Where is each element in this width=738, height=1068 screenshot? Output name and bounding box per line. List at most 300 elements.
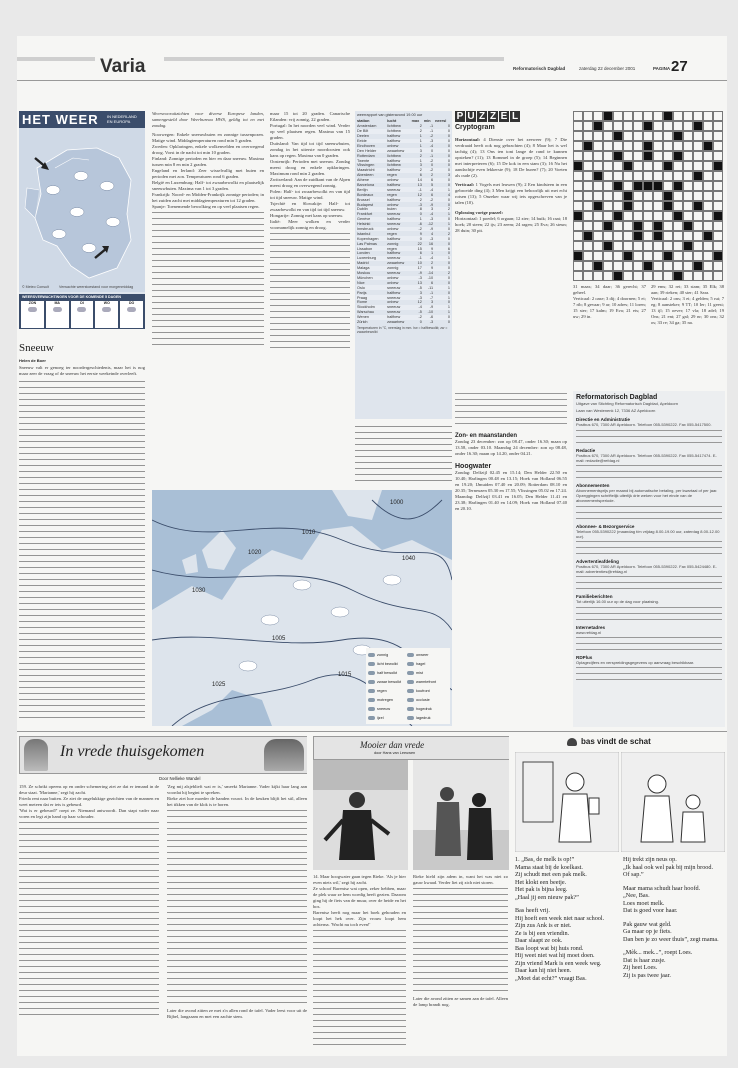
legend-label: motregen [377, 697, 394, 702]
crossword-cell[interactable] [613, 111, 623, 121]
table-cell: 9 [430, 266, 434, 271]
crossword-cell[interactable] [613, 221, 623, 231]
table-cell: -9 [418, 271, 422, 276]
crossword-cell[interactable] [573, 191, 583, 201]
crossword-cell[interactable] [643, 131, 653, 141]
weather-table [356, 119, 451, 324]
crossword-cell[interactable] [613, 241, 623, 251]
crossword-cell[interactable] [603, 231, 613, 241]
crossword-cell[interactable] [683, 181, 693, 191]
crossword-cell[interactable] [593, 131, 603, 141]
table-cell: Stockholm [357, 305, 375, 310]
mooier-title: Mooier dan vrede [360, 740, 425, 750]
crossword-cell[interactable] [673, 191, 683, 201]
crossword-cell[interactable] [683, 111, 693, 121]
crossword-cell[interactable] [643, 231, 653, 241]
crossword-cell[interactable] [693, 131, 703, 141]
legend-row [368, 686, 448, 695]
crossword-cell[interactable] [713, 141, 723, 151]
table-cell: 1 [447, 187, 450, 192]
crossword-cell[interactable] [653, 191, 663, 201]
crossword-cell[interactable] [643, 221, 653, 231]
cat-icon [567, 738, 577, 746]
crossword-cell[interactable] [643, 191, 653, 201]
crossword-cell[interactable] [693, 191, 703, 201]
crossword-cell[interactable] [593, 191, 603, 201]
crossword-cell[interactable] [583, 241, 593, 251]
crossword-cell[interactable] [603, 121, 613, 131]
crossword-cell[interactable] [653, 131, 663, 141]
crossword-cell[interactable] [643, 271, 653, 281]
clue-label: Verticaal: [455, 182, 475, 187]
crossword-cell[interactable] [693, 111, 703, 121]
crossword-cell[interactable] [713, 131, 723, 141]
bas-title: bas vindt de schat [581, 737, 651, 746]
crossword-cell[interactable] [703, 181, 713, 191]
crossword-cell[interactable] [713, 271, 723, 281]
table-cell: Madrid [357, 261, 369, 266]
map-caption: Verwachte weerstoestand voor morgenmiddag [59, 285, 134, 289]
crossword-cell[interactable] [613, 261, 623, 271]
crossword-cell[interactable] [593, 241, 603, 251]
crossword-block [693, 171, 703, 181]
crossword-cell[interactable] [653, 261, 663, 271]
crossword-cell[interactable] [573, 271, 583, 281]
crossword-cell[interactable] [703, 221, 713, 231]
crossword-cell[interactable] [683, 161, 693, 171]
crossword-cell[interactable] [643, 211, 653, 221]
crossword-cell[interactable] [703, 131, 713, 141]
crossword-cell[interactable] [583, 111, 593, 121]
crossword-cell[interactable] [603, 261, 613, 271]
crossword-cell[interactable] [663, 121, 673, 131]
legend-label: half bewolkt [377, 670, 398, 675]
crossword-cell[interactable] [633, 271, 643, 281]
table-cell: 0 [447, 153, 450, 158]
crossword-cell[interactable] [573, 261, 583, 271]
crossword-cell[interactable] [683, 171, 693, 181]
newspaper-page [17, 36, 727, 1056]
crossword-cell[interactable] [693, 241, 703, 251]
crossword-cell[interactable] [713, 171, 723, 181]
crossword-cell[interactable] [623, 241, 633, 251]
crossword-cell[interactable] [613, 231, 623, 241]
crossword-cell[interactable] [583, 261, 593, 271]
crossword-cell[interactable] [683, 211, 693, 221]
crossword-cell[interactable] [583, 151, 593, 161]
table-cell: 17 [417, 266, 422, 271]
crossword-cell[interactable] [643, 241, 653, 251]
crossword-cell[interactable] [673, 141, 683, 151]
table-cell: halfbew [387, 183, 401, 188]
crossword-cell[interactable] [573, 121, 583, 131]
crossword-cell[interactable] [703, 191, 713, 201]
mooier-author: door Hans van Leeuwen [374, 751, 416, 755]
crossword-cell[interactable] [623, 141, 633, 151]
crossword-cell[interactable] [663, 231, 673, 241]
paragraph: Rieke hield zijn adem in, want het was niet zo gauw kwaad. Verder liet zij zich niet storen. [413, 874, 508, 885]
colophon-text: Telefoon 055-5390222 (maandag t/m vrijdag 8.00-19.00 uur, zaterdag 8.00-12.00 uur). [576, 528, 720, 539]
crossword-cell[interactable] [593, 161, 603, 171]
crossword-cell[interactable] [683, 191, 693, 201]
crossword-cell[interactable] [713, 201, 723, 211]
table-cell: zwaarbew [387, 261, 405, 266]
crossword-cell[interactable] [633, 161, 643, 171]
crossword-cell[interactable] [693, 141, 703, 151]
crossword-cell[interactable] [663, 131, 673, 141]
crossword-cell[interactable] [713, 191, 723, 201]
crossword-cell[interactable] [593, 251, 603, 261]
table-cell: onbew [387, 280, 399, 285]
crossword-cell[interactable] [573, 171, 583, 181]
crossword-cell[interactable] [713, 151, 723, 161]
crossword-cell[interactable] [713, 121, 723, 131]
crossword-cell[interactable] [583, 211, 593, 221]
crossword-cell[interactable] [573, 111, 583, 121]
table-cell: Genève [357, 217, 371, 222]
crossword-cell[interactable] [633, 261, 643, 271]
crossword-cell[interactable] [613, 191, 623, 201]
crossword-cell[interactable] [593, 271, 603, 281]
crossword-cell[interactable] [683, 131, 693, 141]
crossword-block [643, 141, 653, 151]
crossword-cell[interactable] [653, 211, 663, 221]
weather-subtitle-2: EN EUROPA [107, 119, 131, 124]
crossword-cell[interactable] [613, 251, 623, 261]
crossword-cell[interactable] [673, 221, 683, 231]
crossword-cell[interactable] [633, 191, 643, 201]
legend-label: hagel [416, 661, 426, 666]
table-cell: 0 [447, 202, 450, 207]
crossword-cell[interactable] [653, 201, 663, 211]
vrede-byline: Door Nellieke Wandel [159, 776, 201, 781]
crossword-cell[interactable] [623, 221, 633, 231]
crossword-cell[interactable] [603, 151, 613, 161]
crossword-cell[interactable] [613, 171, 623, 181]
crossword-cell[interactable] [623, 211, 633, 221]
crossword-cell[interactable] [703, 211, 713, 221]
mooier-col-1 [313, 874, 406, 1052]
table-cell: 0 [447, 148, 450, 153]
crossword-cell[interactable] [693, 231, 703, 241]
crossword-cell[interactable] [623, 121, 633, 131]
crossword-cell[interactable] [633, 141, 643, 151]
crossword-cell[interactable] [593, 141, 603, 151]
crossword-cell[interactable] [613, 161, 623, 171]
crossword-cell[interactable] [573, 151, 583, 161]
crossword-cell[interactable] [703, 251, 713, 261]
table-cell: Londen [357, 251, 370, 256]
crossword-cell[interactable] [683, 141, 693, 151]
table-cell: Lissabon [357, 246, 373, 251]
crossword-cell[interactable] [643, 171, 653, 181]
crossword-cell[interactable] [623, 171, 633, 181]
crossword-cell[interactable] [663, 151, 673, 161]
story-line: Bas loopt wat bij huis rond. [515, 944, 584, 952]
crossword-cell[interactable] [583, 251, 593, 261]
table-cell: Brussel [357, 197, 370, 202]
crossword-cell[interactable] [683, 121, 693, 131]
crossword-cell[interactable] [653, 141, 663, 151]
crossword-cell[interactable] [573, 201, 583, 211]
table-cell: 1 [419, 139, 422, 143]
logo-letter: Z [478, 111, 486, 122]
crossword-cell[interactable] [703, 151, 713, 161]
story-line: Daar slaapt ze ook. [515, 937, 563, 944]
table-cell: 2 [447, 207, 450, 212]
crossword-cell[interactable] [603, 161, 613, 171]
clue-text: 31 maas; 34 daar; 36 gerecht; 37 geheel. [573, 284, 646, 295]
legend-icon [368, 698, 375, 702]
crossword-cell[interactable] [603, 171, 613, 181]
mooier-story [313, 736, 509, 1052]
table-cell: 0 [447, 134, 450, 139]
crossword-cell[interactable] [683, 271, 693, 281]
crossword-cell[interactable] [613, 141, 623, 151]
crossword-cell[interactable] [603, 251, 613, 261]
crossword-cell[interactable] [683, 261, 693, 271]
isobar-label: 1025 [212, 682, 226, 688]
crossword-cell[interactable] [583, 201, 593, 211]
colophon-heading: Abonnee- & Bezorgservice [576, 523, 635, 529]
crossword-cell[interactable] [583, 161, 593, 171]
crossword-cell[interactable] [583, 181, 593, 191]
crossword-cell[interactable] [583, 271, 593, 281]
crossword-cell[interactable] [623, 111, 633, 121]
crossword-cell[interactable] [663, 221, 673, 231]
crossword-cell[interactable] [603, 191, 613, 201]
legend-row [368, 650, 448, 659]
table-cell: halfbew [387, 251, 401, 256]
crossword-cell[interactable] [633, 211, 643, 221]
crossword-cell[interactable] [673, 201, 683, 211]
mooier-illustration-2 [413, 760, 509, 870]
puzzle-title: Cryptogram [455, 124, 495, 131]
crossword-cell[interactable] [623, 261, 633, 271]
table-cell: -6 [418, 222, 422, 227]
legend-icon [407, 662, 414, 666]
crossword-cell[interactable] [653, 111, 663, 121]
crossword-cell[interactable] [603, 211, 613, 221]
story-line: Zijn vriend Mark is een week weg. [515, 959, 602, 967]
crossword-cell[interactable] [713, 221, 723, 231]
table-cell: zonnig [387, 241, 399, 246]
crossword-cell[interactable] [603, 181, 613, 191]
crossword-cell[interactable] [623, 131, 633, 141]
table-cell: 3 [430, 207, 434, 212]
legend-icon [368, 662, 375, 666]
crossword-cell[interactable] [653, 241, 663, 251]
crossword-cell[interactable] [633, 171, 643, 181]
table-cell: 10 [417, 261, 422, 266]
mooier-illustration-1 [313, 760, 408, 870]
crossword-cell[interactable] [693, 251, 703, 261]
crossword-cell[interactable] [713, 111, 723, 121]
paragraph: Spanje: Toenemende bewolking en op veel plaatsen regen. [152, 204, 260, 209]
crossword-cell[interactable] [663, 271, 673, 281]
table-cell: 1 [447, 285, 450, 290]
crossword-cell[interactable] [673, 251, 683, 261]
table-header: lucht [387, 119, 397, 124]
crossword-cell[interactable] [653, 161, 663, 171]
crossword-cell[interactable] [583, 171, 593, 181]
crossword-cell[interactable] [653, 171, 663, 181]
crossword-cell[interactable] [593, 211, 603, 221]
crossword-cell[interactable] [593, 231, 603, 241]
crossword-cell[interactable] [683, 151, 693, 161]
crossword-cell[interactable] [703, 261, 713, 271]
crossword-cell[interactable] [703, 121, 713, 131]
crossword-cell[interactable] [693, 211, 703, 221]
table-cell: 2 [447, 231, 450, 236]
weather-text-col-3 [355, 424, 452, 482]
crossword-cell[interactable] [653, 271, 663, 281]
crossword-cell[interactable] [583, 131, 593, 141]
crossword-cell[interactable] [603, 271, 613, 281]
legend-label: sneeuw [377, 706, 391, 711]
crossword-cell[interactable] [673, 161, 683, 171]
crossword-cell[interactable] [593, 181, 603, 191]
story-line: 1. „Bas, de melk is op!” [515, 856, 575, 863]
crossword-cell[interactable] [673, 111, 683, 121]
table-cell: 2 [419, 197, 422, 202]
crossword-cell[interactable] [673, 261, 683, 271]
crossword-cell[interactable] [633, 121, 643, 131]
crossword-cell[interactable] [623, 181, 633, 191]
crossword-cell[interactable] [593, 151, 603, 161]
crossword-cell[interactable] [603, 131, 613, 141]
crossword-cell[interactable] [603, 141, 613, 151]
paragraph: Polen: Half- tot zwaarbewolkt en van tijd tot tijd sneeuw. Matige wind. [270, 189, 350, 200]
crossword-cell[interactable] [663, 141, 673, 151]
crossword-cell[interactable] [573, 141, 583, 151]
crossword-cell[interactable] [583, 191, 593, 201]
crossword-cell[interactable] [613, 121, 623, 131]
crossword-cell[interactable] [683, 201, 693, 211]
colophon-subtitle: Uitgave van Stichting Reformatorisch Dagblad, Apeldoorn [576, 401, 679, 406]
crossword-cell[interactable] [693, 161, 703, 171]
crossword-cell[interactable] [693, 271, 703, 281]
crossword-block [693, 261, 703, 271]
table-cell: halfbew [387, 168, 401, 173]
table-cell: lichtbew [387, 129, 401, 134]
table-cell: 8 [419, 207, 422, 212]
table-cell: 0 [447, 227, 450, 232]
crossword-block [673, 151, 683, 161]
crossword-cell[interactable] [573, 181, 583, 191]
crossword-cell[interactable] [643, 161, 653, 171]
colophon-heading: Abonnementen [576, 483, 610, 489]
table-cell: 0 [447, 300, 450, 305]
crossword-cell[interactable] [623, 231, 633, 241]
colophon-address: Laan van Westenenk 12, 7336 AZ Apeldoorn [576, 408, 656, 414]
table-cell: -3 [429, 319, 434, 324]
crossword-cell[interactable] [593, 111, 603, 121]
crossword-cell[interactable] [653, 151, 663, 161]
crossword-cell[interactable] [643, 251, 653, 261]
crossword-cell[interactable] [713, 261, 723, 271]
crossword-cell[interactable] [623, 271, 633, 281]
crossword-cell[interactable] [573, 221, 583, 231]
crossword-cell[interactable] [653, 251, 663, 261]
crossword-cell[interactable] [573, 231, 583, 241]
crossword-cell[interactable] [573, 241, 583, 251]
crossword-cell[interactable] [693, 181, 703, 191]
crossword-cell[interactable] [703, 201, 713, 211]
legend-label: zonnig [377, 652, 389, 657]
table-cell: onbew [387, 275, 399, 280]
crossword-block [623, 251, 633, 261]
crossword-cell[interactable] [643, 201, 653, 211]
snow-intro: Sneeuw valt er genoeg ter noordergeschiedenis, maar het is nog maar zeer de vraag of de sneeuw het eerste weekeinde overleeft. [19, 365, 145, 376]
crossword-cell[interactable] [633, 241, 643, 251]
crossword-cell[interactable] [663, 241, 673, 251]
crossword-cell[interactable] [713, 181, 723, 191]
crossword-cell[interactable] [693, 151, 703, 161]
crossword-cell[interactable] [613, 201, 623, 211]
crossword-cell[interactable] [623, 151, 633, 161]
crossword-cell[interactable] [683, 251, 693, 261]
crossword-cell[interactable] [633, 201, 643, 211]
crossword-cell[interactable] [703, 111, 713, 121]
crossword-cell[interactable] [673, 231, 683, 241]
colophon-text: Postbus 670, 7300 AR Apeldoorn. Telefoon 055-5390222. Fax 055-5417474. E-mail: redactie@refdag.nl [576, 452, 717, 463]
crossword-cell[interactable] [573, 131, 583, 141]
crossword-cell[interactable] [663, 211, 673, 221]
crossword-cell[interactable] [713, 241, 723, 251]
crossword-cell[interactable] [673, 171, 683, 181]
crossword-cell[interactable] [693, 221, 703, 231]
vrede-title: In vrede thuisgekomen [60, 743, 205, 760]
crossword-grid[interactable] [573, 111, 723, 281]
crossword-cell[interactable] [663, 261, 673, 271]
crossword-cell[interactable] [703, 241, 713, 251]
crossword-cell[interactable] [643, 111, 653, 121]
vrede-col-2 [167, 784, 307, 1052]
crossword-cell[interactable] [663, 181, 673, 191]
table-cell: onbew [387, 178, 399, 183]
crossword-cell[interactable] [633, 251, 643, 261]
crossword-cell[interactable] [593, 221, 603, 231]
bas-story [515, 736, 725, 1052]
crossword-cell[interactable] [713, 231, 723, 241]
legend-icon [407, 698, 414, 702]
crossword-cell[interactable] [633, 111, 643, 121]
crossword-cell[interactable] [603, 201, 613, 211]
table-cell: 0 [419, 212, 422, 217]
table-cell: onbew [387, 227, 399, 232]
crossword-cell[interactable] [703, 171, 713, 181]
paragraph: Zweden: Opklaringen, enkele wolkenvelden en overwegend droog. Vorst in de nacht tot min 10 graden. [152, 144, 264, 155]
crossword-cell[interactable] [633, 131, 643, 141]
paragraph: België en Luxemburg: Half- tot zwaarbewolkt en plaatselijk sneeuwbuien. Maxima van 1 tot 3 graden. [152, 180, 264, 191]
crossword-cell[interactable] [703, 161, 713, 171]
paragraph: Ze schrikt opeens op en onder schemering ziet ze dat er iemand in de deur staat. 'Marianne,' zegt hij zacht. [19, 784, 159, 795]
crossword-cell[interactable] [673, 241, 683, 251]
table-cell: 1 [419, 134, 422, 139]
crossword-cell[interactable] [653, 121, 663, 131]
crossword-cell[interactable] [583, 121, 593, 131]
table-cell: 1 [447, 310, 450, 315]
crossword-cell[interactable] [583, 221, 593, 231]
crossword-cell[interactable] [633, 151, 643, 161]
paragraph: Later die avond zitten ze met z'n allen rond de tafel. Vader leest voor uit de Bijbel, langzaam en met een zachte stem. [167, 1008, 307, 1019]
crossword-cell[interactable] [683, 231, 693, 241]
table-cell: -3 [418, 275, 422, 280]
crossword-cell[interactable] [673, 121, 683, 131]
crossword-cell[interactable] [663, 171, 673, 181]
crossword-cell[interactable] [703, 271, 713, 281]
